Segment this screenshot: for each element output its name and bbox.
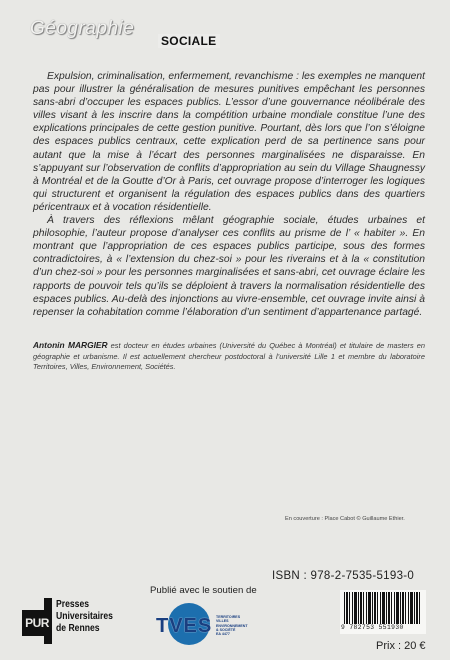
cover-credit: En couverture : Place Cabot © Guillaume Ethier.	[285, 516, 405, 522]
support-statement: Publié avec le soutien de	[150, 585, 257, 596]
tves-tagline-line: TERRITOIRES	[216, 615, 241, 619]
tves-letters: TVES	[156, 615, 213, 637]
publisher-name	[56, 598, 113, 634]
publisher-logo	[22, 598, 117, 646]
tves-tagline-line: ENVIRONNEMENT	[216, 623, 248, 628]
pur-mark: PUR	[22, 610, 52, 636]
tves-logo	[156, 601, 276, 647]
tves-tagline-line: VILLES	[216, 619, 229, 624]
author-description: est docteur en études urbaines (Université du Québec à Montréal) et titulaire de masters en géographie et urbanisme. Il est actuellement chercheur postdoctoral à l’université Lille 1 et membre du laboratoire Territoires, Villes, Environnement, Sociétés.	[33, 341, 425, 371]
barcode-digits: 9 782753 551930	[341, 624, 404, 631]
publisher-line: Universitaires	[56, 610, 113, 622]
book-summary	[33, 70, 425, 319]
tves-tagline	[216, 615, 274, 636]
price: Prix : 20 €	[376, 640, 426, 652]
author-name: Antonin MARGIER	[33, 340, 108, 350]
author-bio	[33, 340, 425, 373]
summary-paragraph-2: À travers des réflexions mêlant géographie sociale, études urbaines et philosophie, l’auteur propose d’analyser ces conflits au prisme de l’ « habiter ». En montrant que l’appropriation de ces espaces publics participe, sous des formes contradictoires, à « l’extension du chez-soi » pour les riverains et à la « constitution d’un chez-soi » pour les personnes marginalisées et sans-abri, cet ouvrage éclaire les rapports de pouvoir tels qu’ils se déploient à travers la normalisation résidentielle des espaces publics. Au-delà des injonctions au vivre-ensemble, cet ouvrage invite ainsi à repenser la cohabitation comme l’élaboration d’un sentiment d’appartenance partagé.	[33, 215, 425, 318]
publisher-line: de Rennes	[56, 622, 100, 634]
tves-tagline-line: EA 4477	[216, 632, 230, 637]
isbn: ISBN : 978-2-7535-5193-0	[272, 570, 415, 582]
publisher-line: Presses	[56, 598, 90, 610]
summary-paragraph-1: Expulsion, criminalisation, enfermement, revanchisme : les exemples ne manquent pas pour illustrer la généralisation de mesures punitives empêchant les personnes sans-abri d’occuper les espaces publics. L’essor d’une gouvernance néolibérale des villes visant à les inscrire dans la compétition urbaine mondiale constitue l’une des explications principales de cette gestion punitive. Pourtant, dès lors que l’on s’éloigne des espaces publics centraux, cette explication perd de sa pertinence sans pour autant que la mise à l’écart des personnes marginalisées ne disparaisse. En s’appuyant sur l’observation de conflits d’appropriation au sein du Village Shaugnessy à Montréal et de la Goutte d’Or à Paris, cet ouvrage propose d’interroger les logiques qui structurent et organisent la régulation des espaces publics dans des quartiers péricentraux et à vocation résidentielle.	[33, 71, 425, 213]
tves-tagline-line: & SOCIÉTÉ	[216, 627, 236, 632]
series-subtitle: SOCIALE	[158, 34, 220, 48]
barcode	[340, 590, 426, 634]
barcode-bars	[344, 592, 422, 624]
series-name: Géographie	[30, 18, 135, 39]
